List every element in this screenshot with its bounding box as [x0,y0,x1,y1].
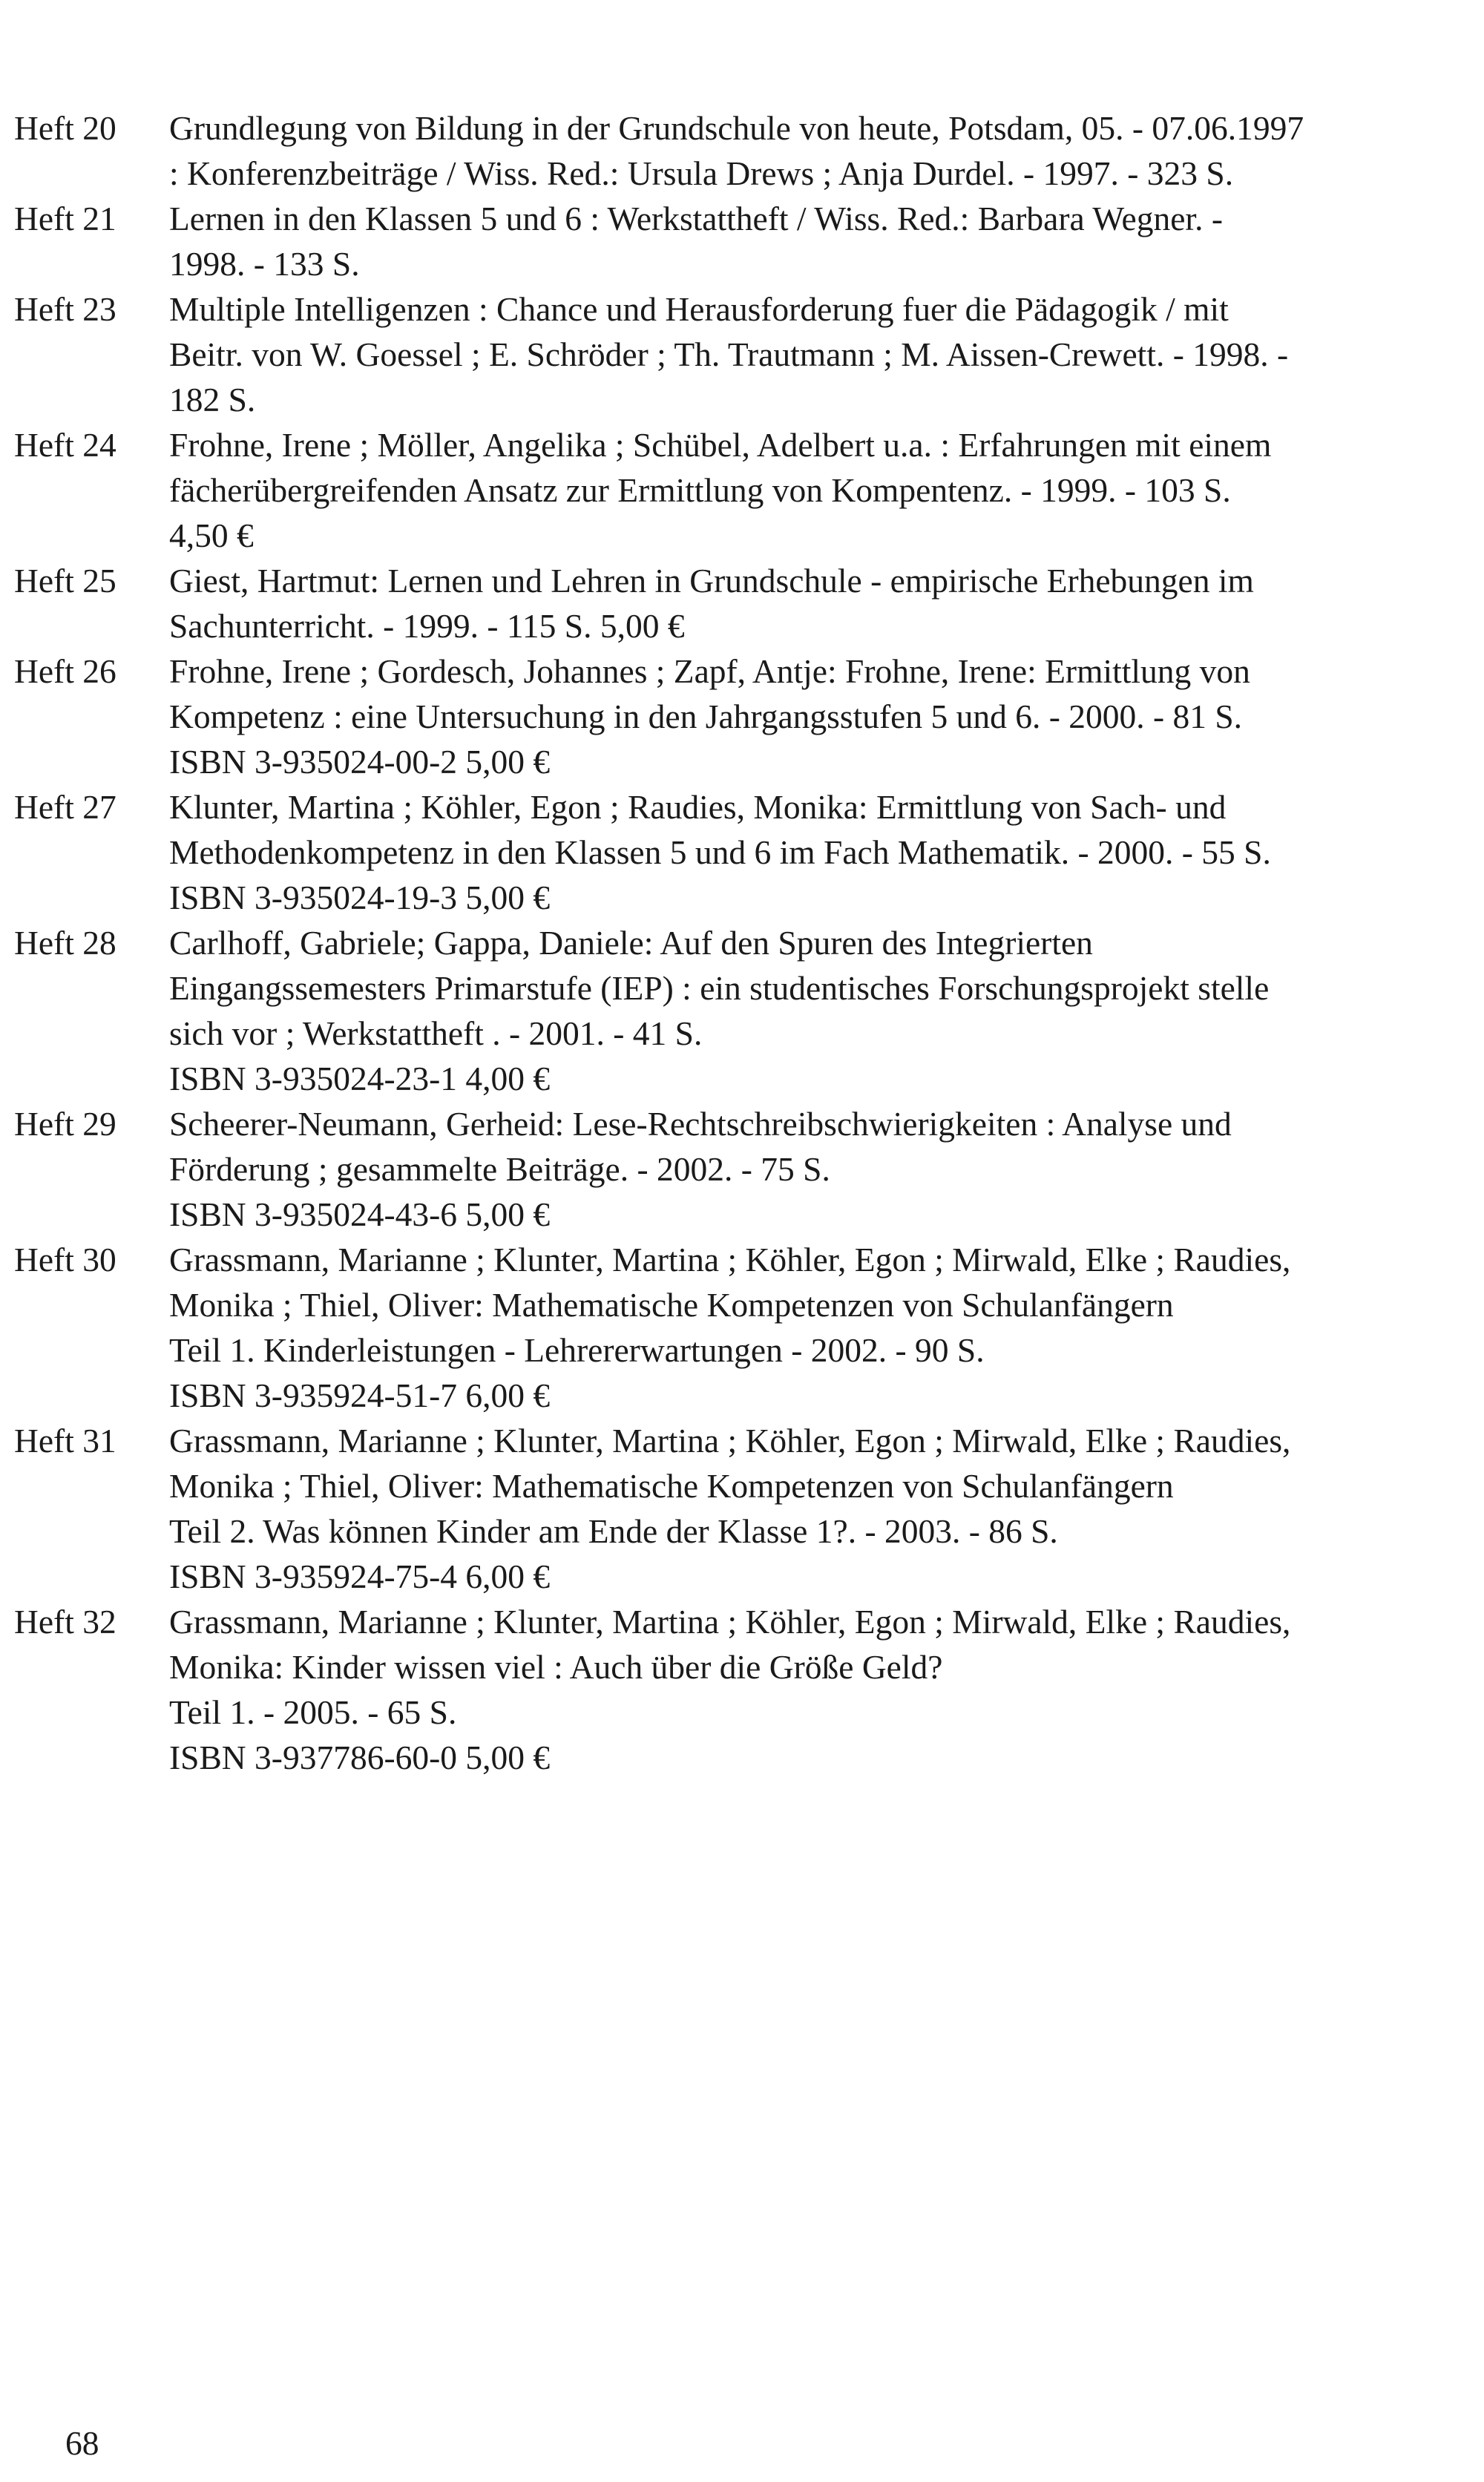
description-line: Monika ; Thiel, Oliver: Mathematische Kompetenzen von Schulanfängern [169,1286,1174,1324]
publication-description [169,422,1468,558]
publication-list [14,105,1468,1780]
publication-entry [14,920,1468,1101]
issue-label: Heft 28 [14,924,116,962]
publication-entry [14,422,1468,558]
description-line: Methodenkompetenz in den Klassen 5 und 6 im Fach Mathematik. - 2000. - 55 S. [169,833,1271,871]
description-line: ISBN 3-935924-51-7 6,00 € [169,1376,551,1414]
publication-entry [14,286,1468,422]
description-line: Monika: Kinder wissen viel : Auch über die Größe Geld? [169,1648,943,1686]
issue-label: Heft 29 [14,1105,116,1143]
publication-description [169,1101,1468,1237]
publication-description [169,1237,1468,1418]
issue-label: Heft 24 [14,426,116,464]
description-line: Teil 1. - 2005. - 65 S. [169,1693,457,1731]
publication-description [169,1599,1468,1780]
issue-label: Heft 21 [14,200,116,237]
description-line: : Konferenzbeiträge / Wiss. Red.: Ursula Drews ; Anja Durdel. - 1997. - 323 S. [169,154,1234,192]
description-line: Grassmann, Marianne ; Klunter, Martina ; Köhler, Egon ; Mirwald, Elke ; Raudies, [169,1422,1291,1460]
publication-description [169,649,1468,784]
issue-label: Heft 23 [14,290,116,328]
description-line: ISBN 3-935024-00-2 5,00 € [169,743,551,781]
description-line: sich vor ; Werkstattheft . - 2001. - 41 S. [169,1014,703,1052]
publication-entry [14,105,1468,196]
description-line: Lernen in den Klassen 5 und 6 : Werkstattheft / Wiss. Red.: Barbara Wegner. - [169,200,1223,237]
description-line: Frohne, Irene ; Möller, Angelika ; Schübel, Adelbert u.a. : Erfahrungen mit einem [169,426,1272,464]
description-line: 182 S. [169,381,256,418]
description-line: Teil 1. Kinderleistungen - Lehrererwartungen - 2002. - 90 S. [169,1331,985,1369]
description-line: Frohne, Irene ; Gordesch, Johannes ; Zapf, Antje: Frohne, Irene: Ermittlung von [169,652,1250,690]
publication-entry [14,649,1468,784]
issue-label: Heft 32 [14,1603,116,1641]
issue-label: Heft 30 [14,1241,116,1278]
description-line: Scheerer-Neumann, Gerheid: Lese-Rechtschreibschwierigkeiten : Analyse und [169,1105,1232,1143]
description-line: Grundlegung von Bildung in der Grundschule von heute, Potsdam, 05. - 07.06.1997 [169,109,1304,147]
publication-entry [14,196,1468,286]
description-line: Teil 2. Was können Kinder am Ende der Klasse 1?. - 2003. - 86 S. [169,1512,1058,1550]
issue-label: Heft 31 [14,1422,116,1460]
description-line: ISBN 3-937786-60-0 5,00 € [169,1739,551,1776]
publication-description [169,196,1468,286]
description-line: Monika ; Thiel, Oliver: Mathematische Kompetenzen von Schulanfängern [169,1467,1174,1505]
issue-label: Heft 27 [14,788,116,826]
publication-entry [14,558,1468,649]
publication-description [169,558,1468,649]
page-number: 68 [65,2424,99,2462]
publication-entry [14,1237,1468,1418]
publication-description [169,286,1468,422]
description-line: Grassmann, Marianne ; Klunter, Martina ; Köhler, Egon ; Mirwald, Elke ; Raudies, [169,1603,1291,1641]
publication-entry [14,1101,1468,1237]
description-line: 1998. - 133 S. [169,245,360,283]
description-line: ISBN 3-935024-43-6 5,00 € [169,1195,551,1233]
issue-label: Heft 25 [14,562,116,600]
publication-description [169,1418,1468,1599]
publication-description [169,784,1468,920]
description-line: Förderung ; gesammelte Beiträge. - 2002. - 75 S. [169,1150,830,1188]
description-line: Eingangssemesters Primarstufe (IEP) : ein studentisches Forschungsprojekt stelle [169,969,1270,1007]
publication-entry [14,784,1468,920]
description-line: Giest, Hartmut: Lernen und Lehren in Grundschule - empirische Erhebungen im [169,562,1254,600]
description-line: Sachunterricht. - 1999. - 115 S. 5,00 € [169,607,685,645]
description-line: fächerübergreifenden Ansatz zur Ermittlung von Kompentenz. - 1999. - 103 S. [169,471,1231,509]
description-line: Klunter, Martina ; Köhler, Egon ; Raudies, Monika: Ermittlung von Sach- und [169,788,1227,826]
publication-entry [14,1418,1468,1599]
publication-description [169,920,1468,1101]
description-line: ISBN 3-935024-23-1 4,00 € [169,1060,551,1097]
description-line: Multiple Intelligenzen : Chance und Herausforderung fuer die Pädagogik / mit [169,290,1229,328]
description-line: ISBN 3-935024-19-3 5,00 € [169,879,551,916]
publication-description [169,105,1468,196]
description-line: Carlhoff, Gabriele; Gappa, Daniele: Auf den Spuren des Integrierten [169,924,1093,962]
description-line: 4,50 € [169,516,254,554]
description-line: ISBN 3-935924-75-4 6,00 € [169,1557,551,1595]
description-line: Grassmann, Marianne ; Klunter, Martina ; Köhler, Egon ; Mirwald, Elke ; Raudies, [169,1241,1291,1278]
issue-label: Heft 20 [14,109,116,147]
description-line: Beitr. von W. Goessel ; E. Schröder ; Th. Trautmann ; M. Aissen-Crewett. - 1998. - [169,335,1289,373]
issue-label: Heft 26 [14,652,116,690]
publication-entry [14,1599,1468,1780]
description-line: Kompetenz : eine Untersuchung in den Jahrgangsstufen 5 und 6. - 2000. - 81 S. [169,697,1243,735]
